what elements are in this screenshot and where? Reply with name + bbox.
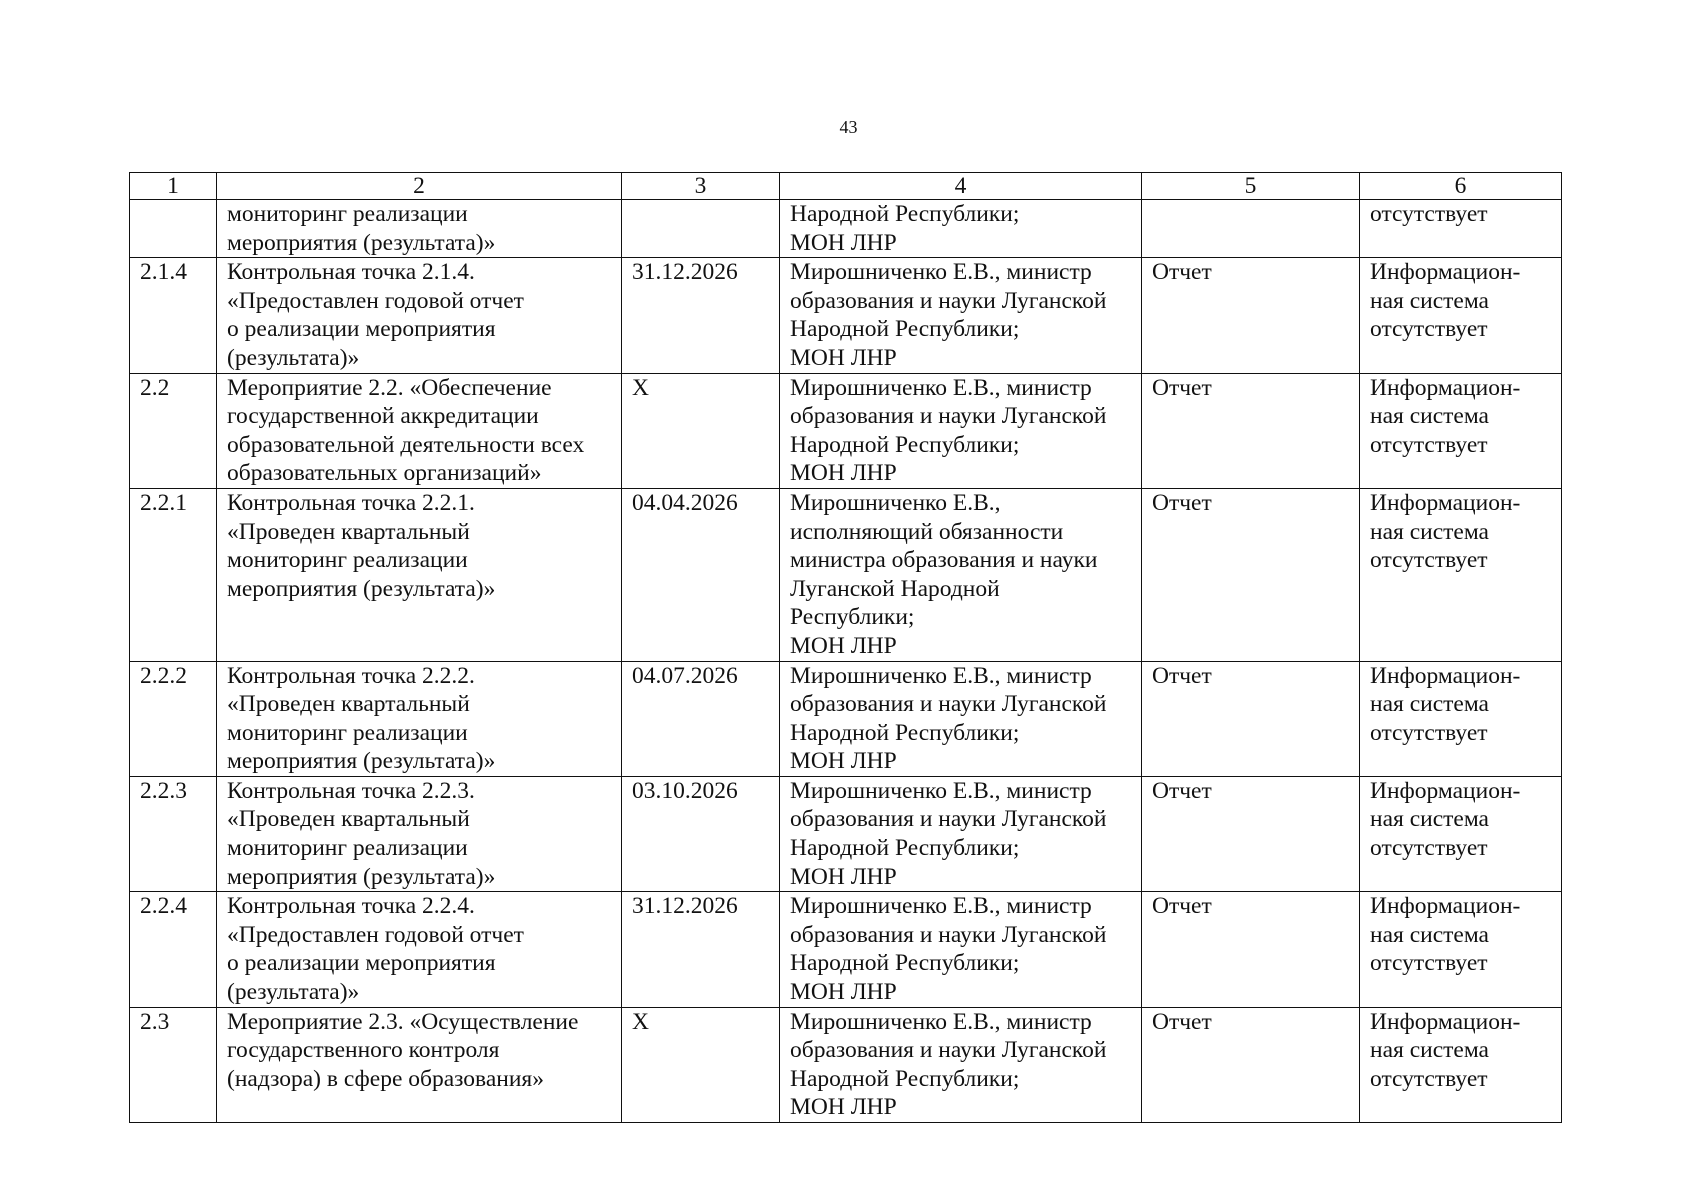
cell-responsible-line: МОН ЛНР [790,863,897,890]
cell-information-system-line: ная система [1370,1037,1489,1064]
header-col-5: 5 [1142,173,1360,200]
header-col-3: 3 [622,173,780,200]
cell-event-name-line: Контрольная точка 2.1.4. [227,259,475,286]
cell-event-name-line: «Предоставлен годовой отчет [227,921,524,948]
cell-responsible-line: Народной Республики; [790,719,1020,746]
cell-responsible [780,373,1142,488]
cell-responsible [780,488,1142,661]
cell-information-system-line: Информацион- [1370,489,1521,516]
cell-information-system-line: отсутствует [1370,547,1488,574]
cell-document: Отчет [1142,258,1360,373]
cell-responsible-line: Луганской Народной [790,575,1000,602]
cell-deadline [622,200,780,258]
table-row [130,200,1562,258]
cell-number [130,200,217,258]
cell-responsible-line: Мирошниченко Е.В., министр [790,777,1092,804]
cell-event-name-line: «Проведен квартальный [227,518,470,545]
cell-deadline: 03.10.2026 [622,776,780,891]
cell-information-system-line: Информацион- [1370,259,1521,286]
cell-responsible-line: исполняющий обязанности [790,518,1064,545]
cell-responsible-line: образования и науки Луганской [790,287,1107,314]
table-row [130,258,1562,373]
cell-event-name [217,373,622,488]
cell-responsible [780,1007,1142,1122]
cell-information-system [1360,488,1562,661]
cell-information-system-line: отсутствует [1370,719,1488,746]
cell-event-name-line: мероприятия (результата)» [227,863,496,890]
cell-responsible-line: Народной Республики; [790,316,1020,343]
cell-responsible-line: Мирошниченко Е.В., [790,489,1001,516]
cell-responsible-line: Мирошниченко Е.В., министр [790,662,1092,689]
cell-number: 2.1.4 [130,258,217,373]
cell-document: Отчет [1142,373,1360,488]
cell-deadline: 04.07.2026 [622,661,780,776]
cell-event-name-line: мероприятия (результата)» [227,748,496,775]
table-row [130,776,1562,891]
cell-responsible-line: МОН ЛНР [790,1094,897,1121]
cell-event-name [217,892,622,1007]
cell-responsible-line: МОН ЛНР [790,460,897,487]
cell-information-system-line: отсутствует [1370,1065,1488,1092]
cell-event-name-line: образовательных организаций» [227,460,542,487]
cell-responsible-line: Мирошниченко Е.В., министр [790,374,1092,401]
cell-information-system-line: отсутствует [1370,431,1488,458]
cell-deadline: 31.12.2026 [622,258,780,373]
cell-event-name-line: (результата)» [227,979,360,1006]
cell-event-name-line: Мероприятие 2.3. «Осуществление [227,1008,579,1035]
cell-event-name [217,258,622,373]
cell-event-name-line: Мероприятие 2.2. «Обеспечение [227,374,552,401]
cell-information-system-line: отсутствует [1370,201,1488,227]
cell-information-system-line: Информацион- [1370,374,1521,401]
cell-information-system-line: ная система [1370,403,1489,430]
cell-information-system [1360,661,1562,776]
cell-responsible [780,200,1142,258]
cell-responsible-line: Республики; [790,604,915,631]
cell-responsible-line: образования и науки Луганской [790,691,1107,718]
cell-responsible-line: Народной Республики; [790,431,1020,458]
cell-information-system-line: отсутствует [1370,316,1488,343]
plan-table [129,172,1562,1123]
cell-event-name-line: (надзора) в сфере образования» [227,1065,544,1092]
cell-deadline: X [622,373,780,488]
cell-event-name-line: государственной аккредитации [227,403,539,430]
cell-event-name-line: мониторинг реализации [227,719,468,746]
cell-event-name-line: государственного контроля [227,1037,500,1064]
cell-information-system-line: отсутствует [1370,950,1488,977]
cell-event-name-line: о реализации мероприятия [227,316,496,343]
cell-number: 2.3 [130,1007,217,1122]
header-col-1: 1 [130,173,217,200]
cell-responsible [780,661,1142,776]
cell-document [1142,200,1360,258]
cell-information-system-line: ная система [1370,287,1489,314]
cell-information-system [1360,776,1562,891]
cell-event-name-line: «Проведен квартальный [227,691,470,718]
cell-information-system [1360,1007,1562,1122]
cell-event-name-line: Контрольная точка 2.2.4. [227,893,475,920]
page-number: 43 [839,117,858,137]
cell-responsible-line: Мирошниченко Е.В., министр [790,893,1092,920]
cell-event-name-line: мероприятия (результата)» [227,229,496,256]
cell-information-system-line: Информацион- [1370,662,1521,689]
header-col-6: 6 [1360,173,1562,200]
cell-responsible-line: МОН ЛНР [790,229,897,256]
cell-information-system-line: Информацион- [1370,1008,1521,1035]
cell-event-name-line: мониторинг реализации [227,201,468,227]
cell-document: Отчет [1142,488,1360,661]
cell-responsible-line: Мирошниченко Е.В., министр [790,259,1092,286]
cell-responsible [780,776,1142,891]
table-row [130,1007,1562,1122]
cell-responsible-line: Народной Республики; [790,950,1020,977]
cell-number: 2.2.3 [130,776,217,891]
cell-event-name-line: «Предоставлен годовой отчет [227,287,524,314]
cell-responsible-line: МОН ЛНР [790,979,897,1006]
cell-deadline: X [622,1007,780,1122]
cell-document: Отчет [1142,1007,1360,1122]
cell-event-name [217,776,622,891]
cell-responsible-line: министра образования и науки [790,547,1098,574]
cell-information-system-line: Информацион- [1370,777,1521,804]
cell-responsible-line: Народной Республики; [790,1065,1020,1092]
header-col-2: 2 [217,173,622,200]
cell-event-name-line: образовательной деятельности всех [227,431,585,458]
cell-information-system-line: ная система [1370,806,1489,833]
cell-responsible [780,892,1142,1007]
cell-event-name-line: Контрольная точка 2.2.2. [227,662,475,689]
cell-responsible-line: образования и науки Луганской [790,1037,1107,1064]
table-row [130,373,1562,488]
cell-responsible-line: Мирошниченко Е.В., министр [790,1008,1092,1035]
cell-deadline: 04.04.2026 [622,488,780,661]
cell-number: 2.2.1 [130,488,217,661]
cell-document: Отчет [1142,776,1360,891]
cell-document: Отчет [1142,661,1360,776]
cell-responsible-line: МОН ЛНР [790,748,897,775]
cell-event-name [217,661,622,776]
cell-information-system-line: ная система [1370,518,1489,545]
cell-event-name [217,488,622,661]
cell-event-name [217,200,622,258]
table-row [130,892,1562,1007]
cell-event-name-line: Контрольная точка 2.2.1. [227,489,475,516]
cell-responsible-line: образования и науки Луганской [790,403,1107,430]
cell-document: Отчет [1142,892,1360,1007]
table-body [130,200,1562,1123]
cell-responsible-line: Народной Республики; [790,835,1020,862]
cell-responsible-line: МОН ЛНР [790,632,897,659]
cell-number: 2.2.2 [130,661,217,776]
cell-information-system-line: отсутствует [1370,835,1488,862]
cell-event-name-line: мероприятия (результата)» [227,575,496,602]
cell-number: 2.2 [130,373,217,488]
cell-deadline: 31.12.2026 [622,892,780,1007]
cell-number: 2.2.4 [130,892,217,1007]
table-row [130,661,1562,776]
cell-information-system-line: ная система [1370,921,1489,948]
cell-event-name-line: «Проведен квартальный [227,806,470,833]
table-row [130,488,1562,661]
cell-event-name-line: о реализации мероприятия [227,950,496,977]
cell-responsible-line: МОН ЛНР [790,344,897,371]
cell-responsible-line: образования и науки Луганской [790,806,1107,833]
header-row [130,173,1562,200]
cell-event-name-line: Контрольная точка 2.2.3. [227,777,475,804]
cell-responsible-line: Народной Республики; [790,201,1020,227]
cell-responsible [780,258,1142,373]
cell-event-name [217,1007,622,1122]
cell-information-system-line: ная система [1370,691,1489,718]
cell-information-system [1360,373,1562,488]
cell-information-system [1360,200,1562,258]
cell-event-name-line: (результата)» [227,344,360,371]
cell-responsible-line: образования и науки Луганской [790,921,1107,948]
cell-information-system-line: Информацион- [1370,893,1521,920]
cell-information-system [1360,892,1562,1007]
cell-event-name-line: мониторинг реализации [227,547,468,574]
cell-information-system [1360,258,1562,373]
header-col-4: 4 [780,173,1142,200]
cell-event-name-line: мониторинг реализации [227,835,468,862]
